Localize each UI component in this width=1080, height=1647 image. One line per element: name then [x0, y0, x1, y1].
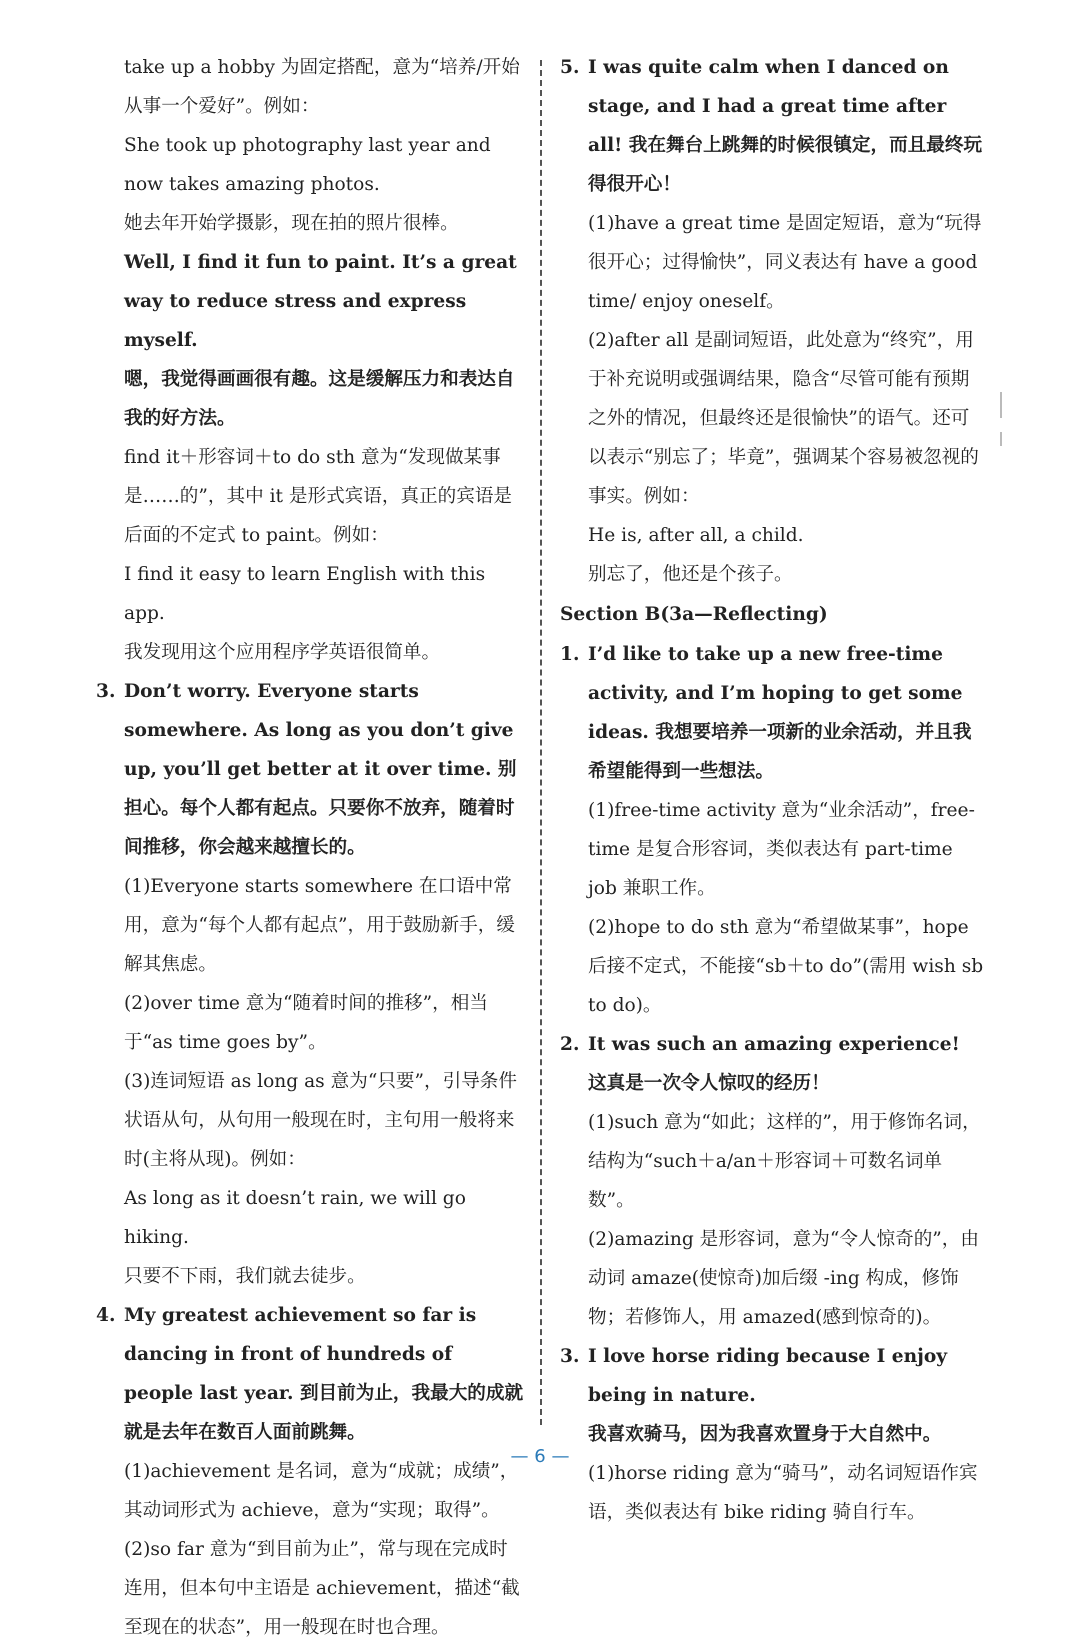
grammar-note: (3)连词短语 as long as 意为“只要”，引导条件状语从句，从句用一般现在时，主句用一般将来时(主将从现)。例如： — [124, 1071, 517, 1170]
list-item-5 — [560, 48, 986, 594]
grammar-note: (1)achievement 是名词，意为“成就；成绩”，其动词形式为 achieve，意为“实现；取得”。 — [124, 1461, 519, 1521]
left-column — [96, 48, 524, 1647]
grammar-note: find it＋形容词＋to do sth 意为“发现做某事是……的”，其中 it 是形式宾语，真正的宾语是后面的不定式 to paint。例如： — [124, 447, 513, 546]
example-en: He is, after all, a child. — [588, 525, 804, 546]
grammar-note: (2)hope to do sth 意为“希望做某事”，hope 后接不定式，不能接“sb＋to do”(需用 wish sb to do)。 — [588, 917, 984, 1016]
key-sentence: It was such an amazing experience! — [588, 1034, 960, 1055]
key-sentence: I love horse riding because I enjoy being in nature. — [588, 1346, 948, 1406]
item-number: 3. — [560, 1346, 580, 1367]
example-zh: 别忘了，他还是个孩子。 — [588, 564, 793, 585]
grammar-note: (2)after all 是副词短语，此处意为“终究”，用于补充说明或强调结果，隐含“尽管可能有预期之外的情况，但最终还是很愉快”的语气。还可以表示“别忘了；毕竟”，强调某个容易被忽视的事实。例如： — [588, 330, 979, 507]
example-zh: 只要不下雨，我们就去徒步。 — [124, 1266, 366, 1287]
section-b-item-2 — [560, 1025, 986, 1337]
example-en: I find it easy to learn English with this app. — [124, 564, 486, 624]
item-number: 1. — [560, 644, 580, 665]
section-title: Section B(3a—Reflecting) — [560, 604, 828, 625]
grammar-note: (2)amazing 是形容词，意为“令人惊奇的”，由动词 amaze(使惊奇)加后缀 -ing 构成，修饰物；若修饰人，用 amazed(感到惊奇的)。 — [588, 1229, 979, 1328]
scan-mark — [1000, 392, 1002, 418]
item-number: 4. — [96, 1305, 116, 1326]
grammar-note: (2)so far 意为“到目前为止”，常与现在完成时连用，但本句中主语是 achievement，描述“截至现在的状态”，用一般现在时也合理。 — [124, 1539, 520, 1638]
grammar-note: (1)free-time activity 意为“业余活动”，free-time 是复合形容词，类似表达有 part-time job 兼职工作。 — [588, 800, 975, 899]
column-divider — [540, 60, 542, 1425]
key-sentence: Don’t worry. Everyone starts somewhere. As long as you don’t give up, you’ll get better at it over time. 别担心。每个人都有起点。只要你不放弃，随着时间推移，你会越来越擅长的。 — [124, 681, 517, 858]
key-sentence-translation: 嗯，我觉得画画很有趣。这是缓解压力和表达自我的好方法。 — [124, 369, 515, 429]
example-en: She took up photography last year and now takes amazing photos. — [124, 135, 491, 195]
grammar-note: (1)horse riding 意为“骑马”，动名词短语作宾语，类似表达有 bike riding 骑自行车。 — [588, 1463, 978, 1523]
key-sentence-translation: 这真是一次令人惊叹的经历！ — [588, 1073, 830, 1094]
grammar-note: (1)Everyone starts somewhere 在口语中常用，意为“每个人都有起点”，用于鼓励新手，缓解其焦虑。 — [124, 876, 515, 975]
item-number: 3. — [96, 681, 116, 702]
key-sentence: I was quite calm when I danced on stage, and I had a great time after all! 我在舞台上跳舞的时候很镇定，而且最终玩得很开心！ — [588, 57, 983, 195]
scan-mark — [1000, 432, 1002, 446]
example-en: As long as it doesn’t rain, we will go hiking. — [124, 1188, 466, 1248]
example-zh: 我发现用这个应用程序学英语很简单。 — [124, 642, 441, 663]
section-b-item-1 — [560, 635, 986, 1025]
item-number: 5. — [560, 57, 580, 78]
list-item-4 — [96, 1296, 524, 1647]
grammar-note: (2)over time 意为“随着时间的推移”，相当于“as time goes by”。 — [124, 993, 488, 1053]
section-b-item-3 — [560, 1337, 986, 1532]
page-number: — 6 — — [510, 1446, 570, 1467]
key-sentence: My greatest achievement so far is dancing in front of hundreds of people last year. 到目前为止，我最大的成就就是去年在数百人面前跳舞。 — [124, 1305, 524, 1443]
key-sentence: Well, I find it fun to paint. It’s a great way to reduce stress and express myself. — [124, 252, 517, 351]
key-sentence-translation: 我喜欢骑马，因为我喜欢置身于大自然中。 — [588, 1424, 942, 1445]
item-number: 2. — [560, 1034, 580, 1055]
example-zh: 她去年开始学摄影，现在拍的照片很棒。 — [124, 213, 459, 234]
grammar-note: (1)have a great time 是固定短语，意为“玩得很开心；过得愉快”，同义表达有 have a good time/ enjoy oneself。 — [588, 213, 982, 312]
grammar-note: (1)such 意为“如此；这样的”，用于修饰名词，结构为“such＋a/an＋形容词＋可数名词单数”。 — [588, 1112, 981, 1211]
intro-note: take up a hobby 为固定搭配，意为“培养/开始从事一个爱好”。例如： — [124, 57, 520, 117]
list-item-3 — [96, 672, 524, 1296]
right-column — [560, 48, 986, 1532]
key-sentence: I’d like to take up a new free-time activity, and I’m hoping to get some ideas. 我想要培养一项新的业余活动，并且我希望能得到一些想法。 — [588, 644, 972, 782]
